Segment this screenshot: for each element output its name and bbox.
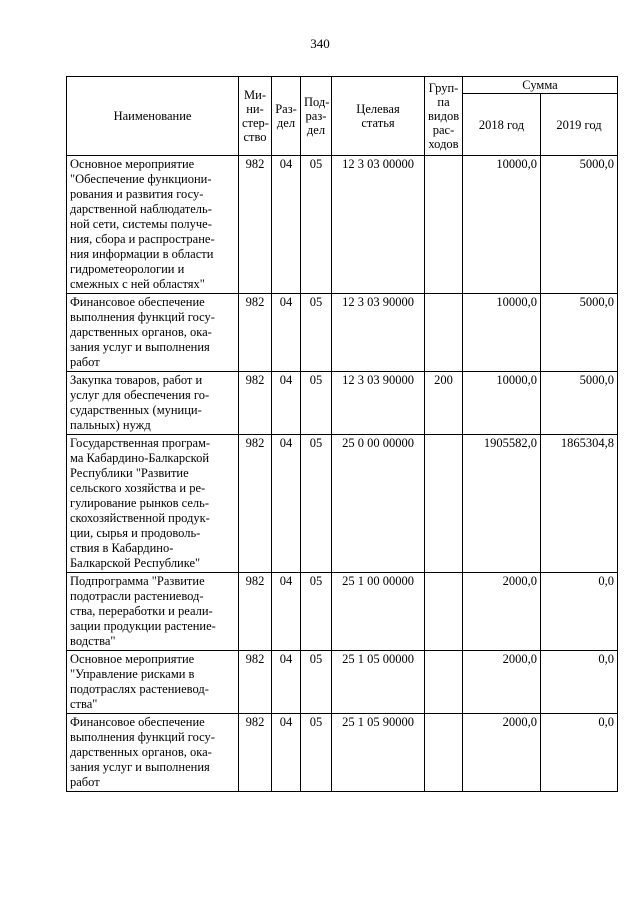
- row-subsection: 05: [301, 372, 332, 435]
- table-row: [67, 573, 618, 651]
- row-sum-2019: 5000,0: [541, 294, 618, 372]
- header-target-article-line: Целевая: [356, 102, 400, 116]
- row-name-line: ствия в Кабардино-: [70, 541, 174, 555]
- row-sum-2019: 0,0: [541, 651, 618, 714]
- row-sum-2018: 10000,0: [463, 156, 541, 294]
- row-section: 04: [272, 573, 301, 651]
- row-name-line: "Обеспечение функциони-: [70, 172, 212, 186]
- row-group: [425, 156, 463, 294]
- row-name-line: работ: [70, 355, 100, 369]
- row-name-line: Финансовое обеспечение: [70, 715, 205, 729]
- row-name-line: выполнения функций госу-: [70, 310, 215, 324]
- row-name: [67, 714, 239, 792]
- row-sum-2019: 5000,0: [541, 372, 618, 435]
- row-ministry: 982: [239, 651, 272, 714]
- row-name-line: сельского хозяйства и ре-: [70, 481, 206, 495]
- row-name-line: смежных с ней областях": [70, 277, 205, 291]
- row-ministry: 982: [239, 714, 272, 792]
- row-name-line: водства": [70, 634, 116, 648]
- row-section: 04: [272, 372, 301, 435]
- row-ministry: 982: [239, 372, 272, 435]
- row-name-line: скохозяйственной продук-: [70, 511, 210, 525]
- row-name-line: гидрометеорологии и: [70, 262, 185, 276]
- row-name-line: услуг для обеспечения го-: [70, 388, 210, 402]
- row-sum-2019: 0,0: [541, 573, 618, 651]
- row-name-line: Государственная програм-: [70, 436, 211, 450]
- row-article: 25 0 00 00000: [332, 435, 425, 573]
- row-name-line: ной сети, системы получе-: [70, 217, 212, 231]
- row-group: [425, 294, 463, 372]
- row-name: [67, 372, 239, 435]
- row-ministry: 982: [239, 435, 272, 573]
- row-name-line: зания услуг и выполнения: [70, 340, 210, 354]
- header-subsection-line: раз-: [305, 109, 327, 123]
- row-sum-2018: 10000,0: [463, 294, 541, 372]
- header-section-line: Раз-: [275, 102, 297, 116]
- row-subsection: 05: [301, 435, 332, 573]
- row-name-line: выполнения функций госу-: [70, 730, 215, 744]
- header-ministry-line: стер-: [242, 116, 269, 130]
- row-name-line: дарственных органов, ока-: [70, 325, 212, 339]
- row-name-line: Основное мероприятие: [70, 652, 195, 666]
- table-row: [67, 156, 618, 294]
- row-sum-2019: 0,0: [541, 714, 618, 792]
- row-name-line: ства, переработки и реали-: [70, 604, 213, 618]
- row-section: 04: [272, 294, 301, 372]
- header-subsection-line: Под-: [304, 95, 330, 109]
- row-sum-2018: 1905582,0: [463, 435, 541, 573]
- header-ministry-line: ни-: [246, 102, 264, 116]
- table-row: [67, 372, 618, 435]
- row-name-line: Балкарской Республике": [70, 556, 201, 570]
- row-subsection: 05: [301, 651, 332, 714]
- row-sum-2018: 2000,0: [463, 714, 541, 792]
- row-name-line: Финансовое обеспечение: [70, 295, 205, 309]
- row-name-line: ции, сырья и продоволь-: [70, 526, 201, 540]
- row-name-line: Подпрограмма "Развитие: [70, 574, 205, 588]
- header-expense-group-line: видов: [428, 109, 460, 123]
- header-section-line: дел: [276, 116, 296, 130]
- header-subsection-line: дел: [306, 123, 326, 137]
- row-name-line: ма Кабардино-Балкарской: [70, 451, 210, 465]
- row-subsection: 05: [301, 714, 332, 792]
- row-name-line: ства": [70, 697, 98, 711]
- header-expense-group-line: Груп-: [428, 81, 459, 95]
- header-name: Наименование: [67, 77, 239, 156]
- row-ministry: 982: [239, 294, 272, 372]
- row-name-line: работ: [70, 775, 100, 789]
- row-article: 25 1 05 90000: [332, 714, 425, 792]
- row-subsection: 05: [301, 294, 332, 372]
- header-expense-group-line: ходов: [428, 137, 459, 151]
- row-name: [67, 435, 239, 573]
- row-sum-2018: 10000,0: [463, 372, 541, 435]
- row-section: 04: [272, 156, 301, 294]
- row-ministry: 982: [239, 156, 272, 294]
- row-name: [67, 651, 239, 714]
- row-sum-2019: 5000,0: [541, 156, 618, 294]
- header-section: [272, 77, 301, 156]
- row-sum-2018: 2000,0: [463, 573, 541, 651]
- row-name-line: Основное мероприятие: [70, 157, 195, 171]
- row-section: 04: [272, 435, 301, 573]
- row-sum-2019: 1865304,8: [541, 435, 618, 573]
- header-expense-group-line: рас-: [432, 123, 455, 137]
- row-group: [425, 573, 463, 651]
- row-name-line: ния информации в области: [70, 247, 214, 261]
- row-article: 12 3 03 90000: [332, 294, 425, 372]
- row-name-line: гулирование рынков сель-: [70, 496, 209, 510]
- header-ministry: [239, 77, 272, 156]
- row-article: 25 1 00 00000: [332, 573, 425, 651]
- row-sum-2018: 2000,0: [463, 651, 541, 714]
- header-sum: Сумма: [463, 77, 618, 94]
- table-row: [67, 714, 618, 792]
- row-name-line: дарственных органов, ока-: [70, 745, 212, 759]
- header-ministry-line: ство: [243, 130, 267, 144]
- row-name-line: рования и развития госу-: [70, 187, 204, 201]
- row-name-line: подотраслях растениевод-: [70, 682, 209, 696]
- header-subsection: [301, 77, 332, 156]
- row-name-line: Республики "Развитие: [70, 466, 189, 480]
- header-ministry-line: Ми-: [244, 88, 266, 102]
- table-row: [67, 294, 618, 372]
- row-name-line: "Управление рисками в: [70, 667, 195, 681]
- header-year-2019: 2019 год: [541, 94, 618, 156]
- row-subsection: 05: [301, 573, 332, 651]
- row-name-line: зания услуг и выполнения: [70, 760, 210, 774]
- page-number: 340: [310, 36, 330, 51]
- row-section: 04: [272, 714, 301, 792]
- row-group: [425, 651, 463, 714]
- row-article: 12 3 03 90000: [332, 372, 425, 435]
- header-expense-group: [425, 77, 463, 156]
- row-name: [67, 156, 239, 294]
- row-name-line: пальных) нужд: [70, 418, 151, 432]
- row-article: 25 1 05 00000: [332, 651, 425, 714]
- table-row: [67, 435, 618, 573]
- table-row: [67, 651, 618, 714]
- header-target-article-line: статья: [361, 116, 395, 130]
- row-name-line: зации продукции растение-: [70, 619, 216, 633]
- row-group: [425, 714, 463, 792]
- header-expense-group-line: па: [437, 95, 450, 109]
- row-name-line: Закупка товаров, работ и: [70, 373, 203, 387]
- row-subsection: 05: [301, 156, 332, 294]
- header-year-2018: 2018 год: [463, 94, 541, 156]
- row-name-line: дарственной наблюдатель-: [70, 202, 212, 216]
- row-name-line: ния, сбора и распростране-: [70, 232, 215, 246]
- row-section: 04: [272, 651, 301, 714]
- row-name-line: подотрасли растениевод-: [70, 589, 204, 603]
- row-name-line: сударственных (муници-: [70, 403, 202, 417]
- row-name: [67, 294, 239, 372]
- row-group: [425, 435, 463, 573]
- row-group: 200: [425, 372, 463, 435]
- header-target-article: [332, 77, 425, 156]
- row-article: 12 3 03 00000: [332, 156, 425, 294]
- budget-table: [66, 76, 618, 792]
- row-ministry: 982: [239, 573, 272, 651]
- row-name: [67, 573, 239, 651]
